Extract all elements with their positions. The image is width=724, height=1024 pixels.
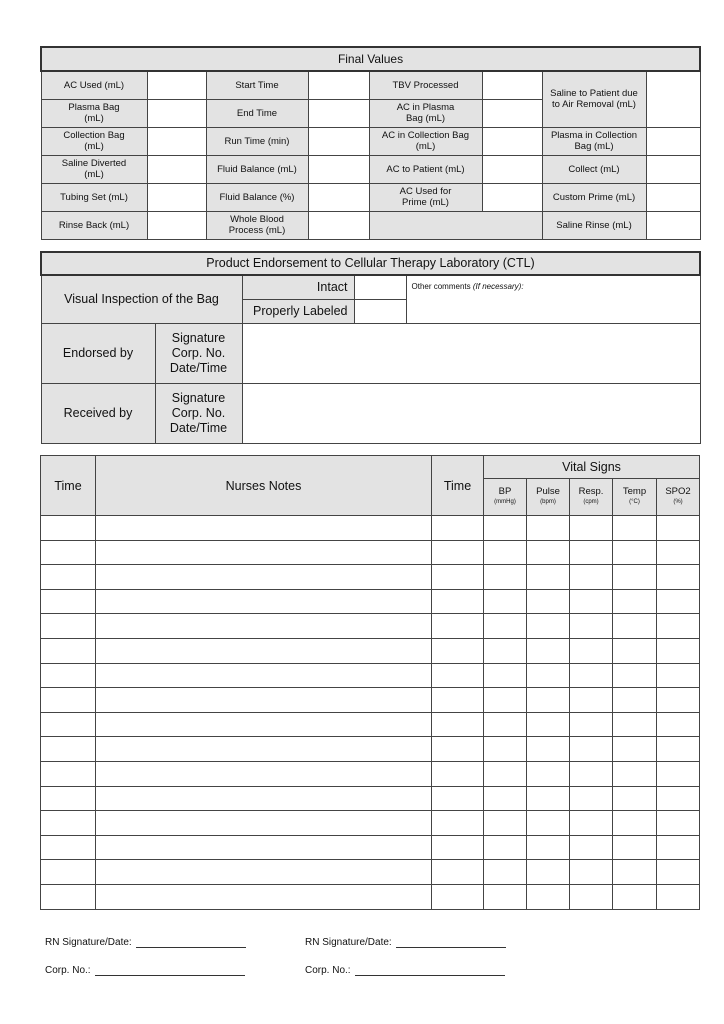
pulse-cell[interactable] <box>527 638 570 663</box>
pulse-cell[interactable] <box>527 835 570 860</box>
fv-label: Collection Bag (mL) <box>41 127 147 155</box>
pulse-cell[interactable] <box>527 737 570 762</box>
temp-cell[interactable] <box>613 860 657 885</box>
bp-cell[interactable] <box>484 811 527 836</box>
spo2-cell[interactable] <box>657 540 700 565</box>
notes-cell[interactable] <box>96 565 432 590</box>
table-row <box>41 516 700 541</box>
received-sig-block <box>155 383 242 443</box>
vital-sign-unit: (°C) <box>629 499 640 505</box>
fv-label: Collect (mL) <box>542 155 646 183</box>
bp-cell[interactable] <box>484 884 527 909</box>
vitals-time-cell[interactable] <box>432 565 484 590</box>
bp-cell[interactable] <box>484 737 527 762</box>
fv-input-saline-air-removal[interactable] <box>646 71 700 127</box>
pulse-cell[interactable] <box>527 712 570 737</box>
pulse-cell[interactable] <box>527 516 570 541</box>
bp-cell[interactable] <box>484 565 527 590</box>
corp-no-left <box>45 965 245 976</box>
vitals-time-cell[interactable] <box>432 737 484 762</box>
temp-cell[interactable] <box>613 589 657 614</box>
vitals-time-cell[interactable] <box>432 638 484 663</box>
vital-sign-header <box>613 479 657 516</box>
spo2-cell[interactable] <box>657 737 700 762</box>
fv-label: Run Time (min) <box>206 127 308 155</box>
fv-label: AC Used (mL) <box>41 71 147 99</box>
vital-sign-label: Pulse <box>536 486 560 497</box>
resp-cell[interactable] <box>570 540 613 565</box>
temp-cell[interactable] <box>613 835 657 860</box>
product-endorsement-table <box>40 251 701 444</box>
spo2-cell[interactable] <box>657 860 700 885</box>
spo2-cell[interactable] <box>657 589 700 614</box>
vitals-time-cell[interactable] <box>432 884 484 909</box>
pulse-cell[interactable] <box>527 786 570 811</box>
time-cell[interactable] <box>41 737 96 762</box>
bp-cell[interactable] <box>484 786 527 811</box>
spo2-cell[interactable] <box>657 516 700 541</box>
fv-label: Plasma in Collection Bag (mL) <box>542 127 646 155</box>
vital-sign-label: Resp. <box>578 486 604 497</box>
spo2-cell[interactable] <box>657 688 700 713</box>
vitals-time-cell[interactable] <box>432 712 484 737</box>
spo2-cell[interactable] <box>657 565 700 590</box>
temp-cell[interactable] <box>613 884 657 909</box>
fv-input-tbv-processed[interactable] <box>482 71 542 99</box>
resp-cell[interactable] <box>570 811 613 836</box>
notes-cell[interactable] <box>96 884 432 909</box>
bp-cell[interactable] <box>484 638 527 663</box>
vitals-time-cell[interactable] <box>432 663 484 688</box>
bp-cell[interactable] <box>484 761 527 786</box>
vitals-time-cell[interactable] <box>432 688 484 713</box>
pulse-cell[interactable] <box>527 811 570 836</box>
table-row <box>41 565 700 590</box>
pulse-cell[interactable] <box>527 565 570 590</box>
vital-sign-label: BP <box>498 486 512 497</box>
received-by-label: Received by <box>41 383 155 443</box>
table-row <box>41 540 700 565</box>
corp-no-line[interactable] <box>355 974 505 976</box>
notes-cell[interactable] <box>96 516 432 541</box>
time-cell[interactable] <box>41 811 96 836</box>
spo2-cell[interactable] <box>657 614 700 639</box>
vitals-time-cell[interactable] <box>432 614 484 639</box>
table-row <box>41 737 700 762</box>
sig-block-datetime: Date/Time <box>169 420 228 435</box>
fv-label: AC to Patient (mL) <box>369 155 482 183</box>
time-header: Time <box>41 456 96 516</box>
time-cell[interactable] <box>41 761 96 786</box>
vital-sign-unit: (cpm) <box>583 499 599 505</box>
vital-sign-label: SPO2 <box>665 486 691 497</box>
vitals-time-cell[interactable] <box>432 860 484 885</box>
fv-label: Whole Blood Process (mL) <box>206 211 308 239</box>
rn-signature-left <box>45 937 246 948</box>
time-cell[interactable] <box>41 516 96 541</box>
spo2-cell[interactable] <box>657 786 700 811</box>
time-cell[interactable] <box>41 884 96 909</box>
notes-cell[interactable] <box>96 663 432 688</box>
resp-cell[interactable] <box>570 516 613 541</box>
fv-input-saline-rinse[interactable] <box>646 211 700 239</box>
temp-cell[interactable] <box>613 811 657 836</box>
temp-cell[interactable] <box>613 761 657 786</box>
resp-cell[interactable] <box>570 638 613 663</box>
fv-input-rinse-back[interactable] <box>147 211 206 239</box>
notes-cell[interactable] <box>96 761 432 786</box>
resp-cell[interactable] <box>570 737 613 762</box>
resp-cell[interactable] <box>570 614 613 639</box>
product-endorsement-title: Product Endorsement to Cellular Therapy Laboratory (CTL) <box>41 252 700 275</box>
spo2-cell[interactable] <box>657 811 700 836</box>
fv-label: TBV Processed <box>369 71 482 99</box>
resp-cell[interactable] <box>570 860 613 885</box>
spo2-cell[interactable] <box>657 712 700 737</box>
resp-cell[interactable] <box>570 565 613 590</box>
vital-sign-unit: (%) <box>673 499 683 505</box>
final-values-table <box>40 46 701 240</box>
bp-cell[interactable] <box>484 614 527 639</box>
fv-label: Fluid Balance (%) <box>206 183 308 211</box>
pulse-cell[interactable] <box>527 761 570 786</box>
fv-input-custom-prime[interactable] <box>646 183 700 211</box>
pulse-cell[interactable] <box>527 860 570 885</box>
vitals-time-cell[interactable] <box>432 761 484 786</box>
pulse-cell[interactable] <box>527 688 570 713</box>
nurses-notes-header: Nurses Notes <box>96 456 432 516</box>
vital-sign-header <box>527 479 570 516</box>
table-row <box>41 663 700 688</box>
properly-labeled-checkbox[interactable] <box>354 299 406 323</box>
fv-input-collect[interactable] <box>646 155 700 183</box>
fv-input-ac-plasma-bag[interactable] <box>482 99 542 127</box>
fv-input-fluid-balance-pct[interactable] <box>308 183 369 211</box>
vital-sign-header <box>657 479 700 516</box>
notes-cell[interactable] <box>96 589 432 614</box>
fv-label: Tubing Set (mL) <box>41 183 147 211</box>
corp-no-label: Corp. No.: <box>305 965 351 976</box>
nurses-notes-table <box>40 455 700 910</box>
resp-cell[interactable] <box>570 712 613 737</box>
resp-cell[interactable] <box>570 835 613 860</box>
rn-signature-label: RN Signature/Date: <box>45 937 132 948</box>
bp-cell[interactable] <box>484 688 527 713</box>
sig-block-signature: Signature <box>171 390 226 405</box>
table-row <box>41 614 700 639</box>
bp-cell[interactable] <box>484 540 527 565</box>
endorsed-sig-block <box>155 323 242 383</box>
sig-block-corp-no: Corp. No. <box>171 405 226 420</box>
table-row <box>41 884 700 909</box>
temp-cell[interactable] <box>613 688 657 713</box>
fv-label: AC in Plasma Bag (mL) <box>369 99 482 127</box>
vitals-time-cell[interactable] <box>432 589 484 614</box>
endorsed-by-label: Endorsed by <box>41 323 155 383</box>
spo2-cell[interactable] <box>657 835 700 860</box>
time-cell[interactable] <box>41 663 96 688</box>
final-values-title: Final Values <box>41 47 700 71</box>
time-cell[interactable] <box>41 565 96 590</box>
notes-cell[interactable] <box>96 712 432 737</box>
bp-cell[interactable] <box>484 712 527 737</box>
spo2-cell[interactable] <box>657 638 700 663</box>
fv-input-ac-collection-bag[interactable] <box>482 127 542 155</box>
temp-cell[interactable] <box>613 737 657 762</box>
corp-no-line[interactable] <box>95 974 245 976</box>
temp-cell[interactable] <box>613 786 657 811</box>
temp-cell[interactable] <box>613 712 657 737</box>
bp-cell[interactable] <box>484 516 527 541</box>
fv-empty-cell <box>369 211 542 239</box>
rn-signature-line[interactable] <box>396 946 506 948</box>
intact-label: Intact <box>242 275 354 299</box>
fv-input-plasma-collection-bag[interactable] <box>646 127 700 155</box>
resp-cell[interactable] <box>570 761 613 786</box>
table-row <box>41 761 700 786</box>
rn-signature-right <box>305 937 506 948</box>
resp-cell[interactable] <box>570 688 613 713</box>
fv-label: Plasma Bag (mL) <box>41 99 147 127</box>
spo2-cell[interactable] <box>657 884 700 909</box>
received-by-field[interactable] <box>242 383 700 443</box>
properly-labeled-label: Properly Labeled <box>242 299 354 323</box>
fv-input-ac-used-prime[interactable] <box>482 183 542 211</box>
temp-cell[interactable] <box>613 565 657 590</box>
bp-cell[interactable] <box>484 663 527 688</box>
endorsed-by-field[interactable] <box>242 323 700 383</box>
pulse-cell[interactable] <box>527 540 570 565</box>
vital-signs-header: Vital Signs <box>484 456 700 479</box>
table-row <box>41 811 700 836</box>
fv-input-end-time[interactable] <box>308 99 369 127</box>
spo2-cell[interactable] <box>657 663 700 688</box>
table-row <box>41 835 700 860</box>
time-cell[interactable] <box>41 835 96 860</box>
notes-cell[interactable] <box>96 737 432 762</box>
notes-cell[interactable] <box>96 811 432 836</box>
temp-cell[interactable] <box>613 638 657 663</box>
bp-cell[interactable] <box>484 860 527 885</box>
temp-cell[interactable] <box>613 663 657 688</box>
fv-input-run-time[interactable] <box>308 127 369 155</box>
vitals-time-cell[interactable] <box>432 516 484 541</box>
sig-block-signature: Signature <box>171 330 226 345</box>
intact-checkbox[interactable] <box>354 275 406 299</box>
vitals-time-header: Time <box>432 456 484 516</box>
fv-label: Start Time <box>206 71 308 99</box>
bp-cell[interactable] <box>484 589 527 614</box>
fv-label: Rinse Back (mL) <box>41 211 147 239</box>
vitals-time-cell[interactable] <box>432 811 484 836</box>
vitals-time-cell[interactable] <box>432 786 484 811</box>
fv-input-whole-blood[interactable] <box>308 211 369 239</box>
temp-cell[interactable] <box>613 540 657 565</box>
time-cell[interactable] <box>41 540 96 565</box>
vital-sign-header <box>484 479 527 516</box>
time-cell[interactable] <box>41 688 96 713</box>
vitals-time-cell[interactable] <box>432 835 484 860</box>
fv-label: AC Used for Prime (mL) <box>369 183 482 211</box>
other-comments-label: Other comments <box>411 282 471 291</box>
bp-cell[interactable] <box>484 835 527 860</box>
vital-sign-unit: (bpm) <box>540 499 556 505</box>
rn-signature-label: RN Signature/Date: <box>305 937 392 948</box>
vital-sign-label: Temp <box>622 486 647 497</box>
pulse-cell[interactable] <box>527 663 570 688</box>
fv-input-collection-bag[interactable] <box>147 127 206 155</box>
vital-sign-unit: (mmHg) <box>494 499 516 505</box>
table-row <box>41 712 700 737</box>
fv-input-tubing-set[interactable] <box>147 183 206 211</box>
time-cell[interactable] <box>41 786 96 811</box>
fv-label: Saline Rinse (mL) <box>542 211 646 239</box>
table-row <box>41 786 700 811</box>
fv-label: Fluid Balance (mL) <box>206 155 308 183</box>
resp-cell[interactable] <box>570 786 613 811</box>
fv-label: AC in Collection Bag (mL) <box>369 127 482 155</box>
resp-cell[interactable] <box>570 663 613 688</box>
table-row <box>41 638 700 663</box>
time-cell[interactable] <box>41 638 96 663</box>
notes-cell[interactable] <box>96 786 432 811</box>
notes-cell[interactable] <box>96 860 432 885</box>
fv-input-ac-to-patient[interactable] <box>482 155 542 183</box>
pulse-cell[interactable] <box>527 884 570 909</box>
other-comments-field[interactable] <box>406 275 700 323</box>
rn-signature-line[interactable] <box>136 946 246 948</box>
vital-sign-header <box>570 479 613 516</box>
resp-cell[interactable] <box>570 884 613 909</box>
table-row <box>41 860 700 885</box>
notes-cell[interactable] <box>96 614 432 639</box>
fv-label: Custom Prime (mL) <box>542 183 646 211</box>
vitals-time-cell[interactable] <box>432 540 484 565</box>
corp-no-label: Corp. No.: <box>45 965 91 976</box>
resp-cell[interactable] <box>570 589 613 614</box>
corp-no-right <box>305 965 505 976</box>
notes-cell[interactable] <box>96 638 432 663</box>
temp-cell[interactable] <box>613 614 657 639</box>
notes-cell[interactable] <box>96 540 432 565</box>
fv-input-saline-diverted[interactable] <box>147 155 206 183</box>
temp-cell[interactable] <box>613 516 657 541</box>
time-cell[interactable] <box>41 589 96 614</box>
fv-label: End Time <box>206 99 308 127</box>
visual-inspection-label: Visual Inspection of the Bag <box>41 275 242 323</box>
table-row <box>41 589 700 614</box>
sig-block-datetime: Date/Time <box>169 360 228 375</box>
fv-input-ac-used[interactable] <box>147 71 206 99</box>
fv-input-fluid-balance-ml[interactable] <box>308 155 369 183</box>
fv-input-start-time[interactable] <box>308 71 369 99</box>
notes-cell[interactable] <box>96 835 432 860</box>
time-cell[interactable] <box>41 712 96 737</box>
other-comments-note: (If necessary): <box>472 282 524 291</box>
notes-cell[interactable] <box>96 688 432 713</box>
fv-label: Saline Diverted (mL) <box>41 155 147 183</box>
time-cell[interactable] <box>41 614 96 639</box>
table-row <box>41 688 700 713</box>
time-cell[interactable] <box>41 860 96 885</box>
fv-input-plasma-bag[interactable] <box>147 99 206 127</box>
pulse-cell[interactable] <box>527 589 570 614</box>
sig-block-corp-no: Corp. No. <box>171 345 226 360</box>
pulse-cell[interactable] <box>527 614 570 639</box>
fv-label: Saline to Patient due to Air Removal (mL) <box>542 71 646 127</box>
spo2-cell[interactable] <box>657 761 700 786</box>
